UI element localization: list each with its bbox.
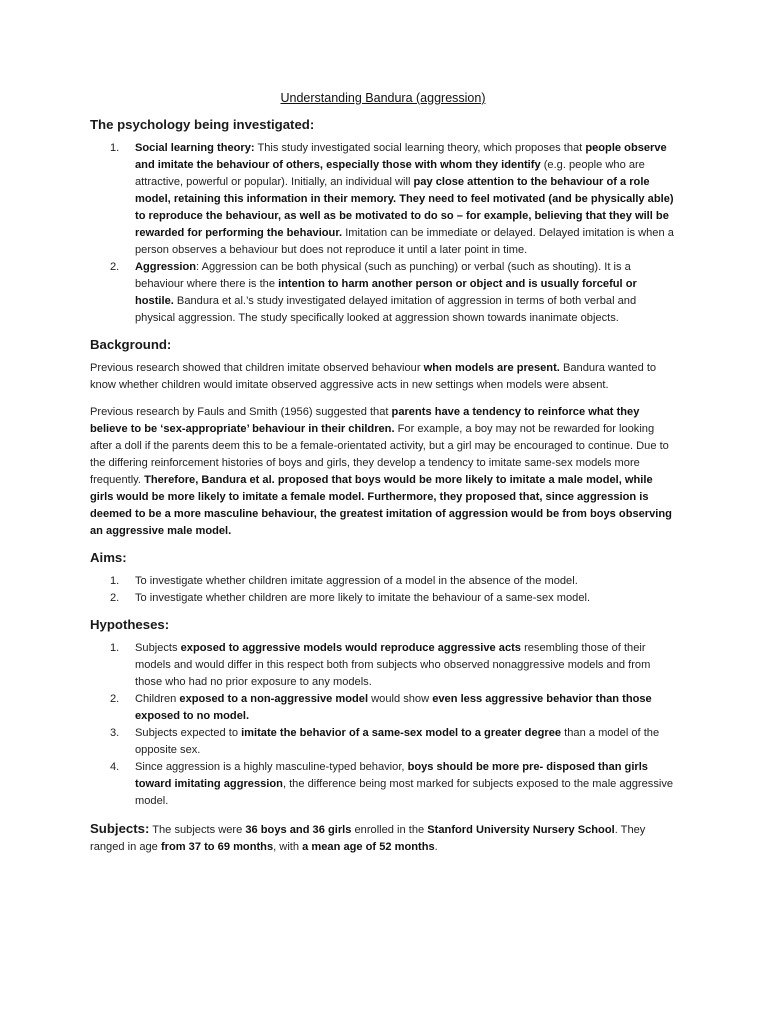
bold-text-run: people observe and imitate the behaviour of others, especially those with whom they identify xyxy=(135,142,667,171)
bold-text-run: exposed to a non-aggressive model xyxy=(179,693,369,705)
list-number: 1. xyxy=(110,142,120,154)
text-run: Bandura wanted to know whether children would imitate observed aggressive acts in new settings when models were absent. xyxy=(90,362,657,391)
text-run: resembling those of their models and would differ in this respect both from subjects who observed nonaggressive models and from those who had no prior exposure to any models. xyxy=(135,642,651,688)
list-item xyxy=(90,573,676,590)
list-number: 2. xyxy=(110,261,120,273)
bold-text-run: a mean age of 52 months xyxy=(302,841,435,853)
bold-text-run: Social learning theory: xyxy=(135,142,255,154)
section-heading: Hypotheses: xyxy=(90,617,170,632)
list-item-text xyxy=(135,727,659,756)
text-run: Imitation can be immediate or delayed. Delayed imitation is when a person observes a behaviour but does not reproduce it until a later point in time. xyxy=(135,227,674,256)
list-number: 2. xyxy=(110,693,120,705)
list-number: 4. xyxy=(110,761,120,773)
list-number: 1. xyxy=(110,642,120,654)
bold-text-run: imitate the behavior of a same-sex model to a greater degree xyxy=(241,727,562,739)
bold-text-run: from 37 to 69 months xyxy=(160,841,274,853)
list-number: 3. xyxy=(110,727,120,739)
document-page xyxy=(90,91,676,856)
paragraph xyxy=(90,360,676,394)
bold-text-run: even less aggressive behavior than those exposed to no model. xyxy=(135,693,652,722)
bold-text-run: 36 boys and 36 girls xyxy=(245,824,352,836)
section-psychology xyxy=(90,117,676,327)
section-subjects xyxy=(90,820,676,856)
text-run: Previous research by Fauls and Smith (1956) suggested that xyxy=(90,406,392,418)
list-item xyxy=(90,725,676,759)
text-run: . xyxy=(434,841,438,853)
list-item xyxy=(90,590,676,607)
section-heading: Background: xyxy=(90,337,172,352)
numbered-list xyxy=(90,573,676,607)
subjects-text xyxy=(90,824,645,853)
list-number: 1. xyxy=(110,575,120,587)
text-run: , with xyxy=(273,841,303,853)
section-background xyxy=(90,337,676,540)
bold-text-run: exposed to aggressive models would reproduce aggressive acts xyxy=(180,642,521,654)
paragraph xyxy=(90,404,676,540)
list-item xyxy=(90,140,676,259)
text-run: The subjects were xyxy=(149,824,246,836)
text-run: , the difference being most marked for subjects exposed to the male aggressive model. xyxy=(135,778,674,807)
bold-text-run: when models are present. xyxy=(423,362,560,374)
text-run: To investigate whether children are more likely to imitate the behaviour of a same-sex model. xyxy=(135,592,591,604)
list-item-text xyxy=(135,693,652,722)
numbered-list xyxy=(90,140,676,327)
text-run: (e.g. people who are attractive, powerful or popular). Initially, an individual will xyxy=(135,159,645,188)
list-item xyxy=(90,640,676,691)
list-item-text xyxy=(135,261,637,324)
list-item-text xyxy=(135,761,673,807)
bold-text-run: parents have a tendency to reinforce what they believe to be ‘sex-appropriate’ behaviour in their children. xyxy=(90,406,640,435)
section-heading: The psychology being investigated: xyxy=(90,117,315,132)
list-item-text xyxy=(135,142,674,256)
text-run: Subjects xyxy=(135,642,181,654)
text-run: would show xyxy=(368,693,433,705)
list-item-text xyxy=(135,642,650,688)
bold-text-run: intention to harm another person or object and is usually forceful or hostile. xyxy=(135,278,637,307)
text-run: To investigate whether children imitate aggression of a model in the absence of the model. xyxy=(135,575,578,587)
list-item-text xyxy=(135,575,578,587)
text-run: This study investigated social learning theory, which proposes that xyxy=(254,142,586,154)
bold-text-run: Stanford University Nursery School xyxy=(427,824,615,836)
text-run: Previous research showed that children imitate observed behaviour xyxy=(90,362,424,374)
text-run: Subjects expected to xyxy=(135,727,242,739)
text-run: . They ranged in age xyxy=(90,824,646,853)
section-hypotheses xyxy=(90,617,676,810)
text-run: Bandura et al.’s study investigated delayed imitation of aggression in terms of both verbal and physical aggression. The study specifically looked at aggression shown towards inanimate objects. xyxy=(135,295,637,324)
list-item xyxy=(90,691,676,725)
bold-text-run: pay close attention to the behaviour of a role model, retaining this information in their memory. They need to feel motivated (and be physically able) to reproduce the behaviour, as well as be motivated to do so – for example, believing that they will be rewarded for performing the behaviour. xyxy=(135,176,674,239)
text-run: Children xyxy=(135,693,180,705)
document-title: Understanding Bandura (aggression) xyxy=(280,91,486,105)
list-item xyxy=(90,759,676,810)
bold-text-run: Aggression xyxy=(135,261,197,273)
section-heading: Aims: xyxy=(90,550,127,565)
numbered-list xyxy=(90,640,676,810)
text-run: enrolled in the xyxy=(351,824,428,836)
bold-text-run: Therefore, Bandura et al. proposed that boys would be more likely to imitate a male model, while girls would be more likely to imitate a female model. Furthermore, they proposed that, since aggression is deemed to be a more masculine behaviour, the greatest imitation of aggression would be from boys observing an aggressive male model. xyxy=(90,474,672,537)
text-run: than a model of the opposite sex. xyxy=(135,727,660,756)
section-aims xyxy=(90,550,676,607)
text-run: Since aggression is a highly masculine-typed behavior, xyxy=(135,761,408,773)
list-item xyxy=(90,259,676,327)
list-item-text xyxy=(135,592,590,604)
text-run: : Aggression can be both physical (such as punching) or verbal (such as shouting). It is a behaviour where there is the xyxy=(135,261,631,290)
list-number: 2. xyxy=(110,592,120,604)
section-heading: Subjects: xyxy=(90,821,150,836)
bold-text-run: boys should be more pre- disposed than girls toward imitating aggression xyxy=(135,761,648,790)
text-run: For example, a boy may not be rewarded for looking after a doll if the parents deem this to be a female-orientated activity, but a girl may be encouraged to continue. Due to the differing reinforcement histories of boys and girls, they develop a tendency to imitate same-sex models more frequently. xyxy=(90,423,669,486)
